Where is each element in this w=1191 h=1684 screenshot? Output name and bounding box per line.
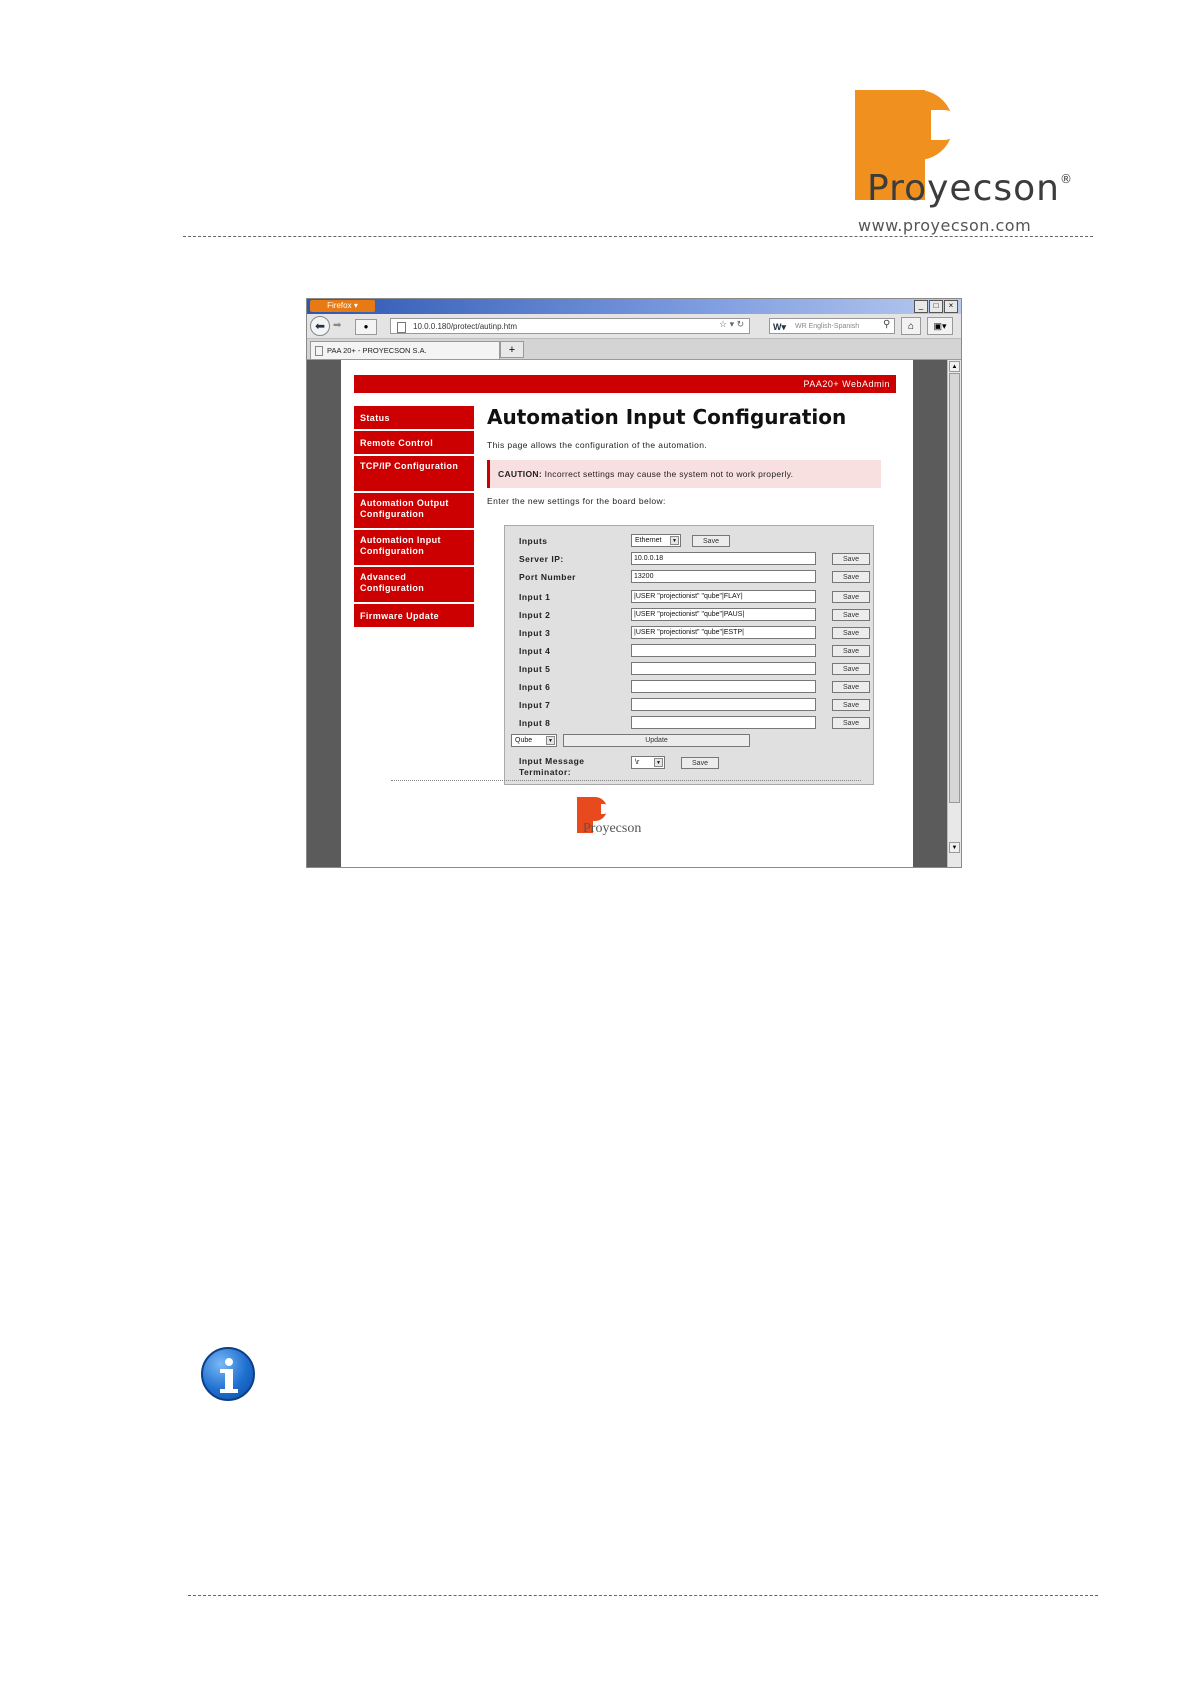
terminator-select[interactable]: \r ▼ [631,756,665,769]
terminator-save-button[interactable]: Save [681,757,719,769]
update-button[interactable]: Update [563,734,750,747]
url-tools: ☆ ▾ ↻ [719,319,745,329]
browser-screenshot [306,298,962,868]
caution-label: CAUTION: [498,469,542,479]
footer-divider [391,780,861,781]
sidebar-nav [354,406,474,629]
footer-logo [577,797,687,837]
input-7-save-button[interactable]: Save [832,699,870,711]
input-6-label: Input 6 [519,682,551,692]
toolbar-menu-icon[interactable]: ▣▾ [927,317,953,335]
logo-wordmark: Proyecson [867,168,1060,209]
input-4-label: Input 4 [519,646,551,656]
url-input[interactable] [390,318,750,334]
input-4-field[interactable] [631,644,816,657]
input-8-save-button[interactable]: Save [832,717,870,729]
server-ip-label: Server IP: [519,554,564,564]
intro-text: This page allows the configuration of the automation. [487,440,708,450]
webadmin-page [341,360,913,867]
input-2-label: Input 2 [519,610,551,620]
minimize-icon[interactable]: _ [914,300,928,313]
input-5-label: Input 5 [519,664,551,674]
browser-titlebar [307,299,961,314]
logo-url: www.proyecson.com [858,216,1032,235]
bookmark-star-icon[interactable]: ☆ [719,319,728,329]
search-icon[interactable]: ⚲ [883,319,891,330]
footer-logo-wordmark: Proyecson [583,821,642,836]
home-icon[interactable]: ⌂ [901,317,921,335]
tab-strip [307,339,961,360]
input-5-save-button[interactable]: Save [832,663,870,675]
scroll-down-icon[interactable]: ▼ [949,842,960,853]
terminator-label-line2: Terminator: [519,767,572,777]
page-icon [315,346,323,356]
input-7-field[interactable] [631,698,816,711]
sidebar-item-remote-control[interactable]: Remote Control [354,431,474,456]
site-identity-icon[interactable]: ● [355,319,377,335]
header-divider [183,236,1093,237]
page-icon [397,322,406,333]
scroll-thumb[interactable] [949,373,960,803]
search-engine-icon[interactable]: W▾ [773,322,787,332]
input-2-save-button[interactable]: Save [832,609,870,621]
logo-registered-mark: ® [1059,172,1073,186]
port-number-input[interactable]: 13200 [631,570,816,583]
input-8-field[interactable] [631,716,816,729]
chevron-down-icon: ▼ [546,736,555,745]
info-icon [201,1347,255,1401]
port-number-save-button[interactable]: Save [832,571,870,583]
input-1-field[interactable]: |USER "projectionist" "qube"|FLAY| [631,590,816,603]
app-header: PAA20+ WebAdmin [354,375,896,393]
proyecson-logo [855,90,1085,240]
sidebar-item-status[interactable]: Status [354,406,474,431]
url-text: 10.0.0.180/protect/autinp.htm [413,322,518,331]
sidebar-item-automation-output[interactable]: Automation Output Configuration [354,493,474,530]
new-tab-button[interactable]: + [500,341,524,358]
window-controls [914,300,958,313]
page-title: Automation Input Configuration [487,405,847,429]
input-2-field[interactable]: |USER "projectionist" "qube"|PAUS| [631,608,816,621]
input-6-save-button[interactable]: Save [832,681,870,693]
maximize-icon[interactable]: □ [929,300,943,313]
caution-text: Incorrect settings may cause the system not to work properly. [541,469,794,479]
inputs-label: Inputs [519,536,548,546]
input-7-label: Input 7 [519,700,551,710]
logo-p-bowl [895,90,953,160]
sidebar-item-tcpip-configuration[interactable]: TCP/IP Configuration [354,456,474,493]
browser-viewport [307,360,947,867]
instructions-text: Enter the new settings for the board below: [487,496,666,506]
caution-box [487,460,881,488]
input-3-field[interactable]: |USER "projectionist" "qube"|ESTP| [631,626,816,639]
input-4-save-button[interactable]: Save [832,645,870,657]
chevron-down-icon: ▼ [654,758,663,767]
inputs-select[interactable]: Ethernet ▼ [631,534,681,547]
settings-form [504,525,874,785]
tab-active[interactable]: PAA 20+ - PROYECSON S.A. [310,341,500,359]
scroll-up-icon[interactable]: ▲ [949,361,960,372]
terminator-label-line1: Input Message [519,756,585,766]
sidebar-item-advanced-configuration[interactable]: Advanced Configuration [354,567,474,604]
input-1-label: Input 1 [519,592,551,602]
sidebar-item-automation-input[interactable]: Automation Input Configuration [354,530,474,567]
input-5-field[interactable] [631,662,816,675]
input-8-label: Input 8 [519,718,551,728]
page-scrollbar[interactable] [947,360,961,867]
input-3-label: Input 3 [519,628,551,638]
inputs-save-button[interactable]: Save [692,535,730,547]
server-ip-save-button[interactable]: Save [832,553,870,565]
main-content [487,404,897,506]
reload-icon[interactable]: ↻ [736,319,745,329]
sidebar-item-firmware-update[interactable]: Firmware Update [354,604,474,629]
firefox-menu-button[interactable]: Firefox ▾ [310,300,375,312]
chevron-down-icon: ▼ [670,536,679,545]
search-input[interactable]: W▾ WR English-Spanish [769,318,895,334]
input-3-save-button[interactable]: Save [832,627,870,639]
server-ip-input[interactable]: 10.0.0.18 [631,552,816,565]
footer-rule [188,1595,1098,1596]
back-arrow-icon[interactable]: ⬅ [310,316,330,336]
forward-arrow-icon[interactable]: ➡ [333,320,342,331]
input-1-save-button[interactable]: Save [832,591,870,603]
close-icon[interactable]: × [944,300,958,313]
port-number-label: Port Number [519,572,576,582]
input-6-field[interactable] [631,680,816,693]
preset-select[interactable]: Qube ▼ [511,734,557,747]
browser-navbar [307,314,961,339]
